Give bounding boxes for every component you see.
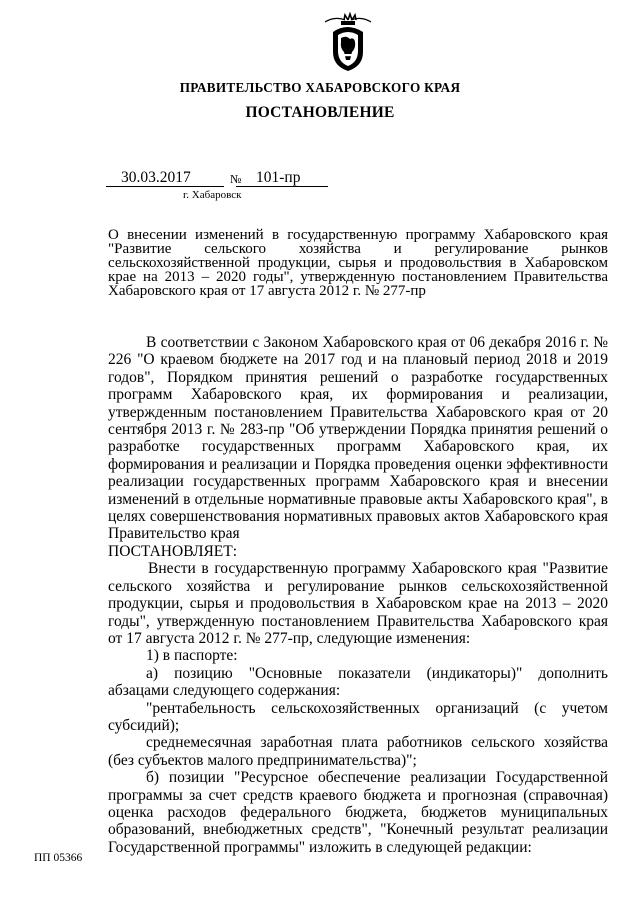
document-subject bbox=[108, 229, 608, 299]
subject-text: О внесении изменений в государственную программу Хабаровского края "Развитие сельского хозяйства и регулирование рынков сельскохозяйственной продукции, сырья и продовольствия в Хабаровском крае на 2013 – 2020 годы", утвержденную постановлением Правительства Хабаровского края от 17 августа 2012 г. № 277-пр bbox=[108, 227, 608, 299]
body-paragraph: а) позицию "Основные показатели (индикаторы)" дополнить абзацами следующего содержания: bbox=[108, 664, 608, 700]
city-name: г. Хабаровск bbox=[183, 189, 242, 201]
document-body bbox=[108, 334, 608, 856]
number-sign: № bbox=[230, 172, 242, 186]
resolves-heading: ПОСТАНОВЛЯЕТ: bbox=[108, 542, 238, 560]
coat-of-arms-emblem bbox=[321, 8, 375, 74]
preamble-paragraph: В соответствии с Законом Хабаровского края от 06 декабря 2016 г. № 226 "О краевом бюджете на 2017 год и на плановый период 2018 и 2019 годов", Порядком принятия решений о разработке государственных программ Хабаровского края, их формирования и реализации, утвержденным постановлением Правительства Хабаровского края от 20 сентября 2013 г. № 283-пр "Об утверждении Порядка принятия решений о разработке государственных программ Хабаровского края, их формирования и реализации и Порядка проведения оценки эффективности реализации государственных программ Хабаровского края и внесении изменений в отдельные нормативные правовые акты Хабаровского края", в целях совершенствования нормативных правовых актов Хабаровского края Правительство края bbox=[108, 334, 608, 543]
date-underline bbox=[106, 186, 224, 187]
body-paragraph: среднемесячная заработная плата работников сельского хозяйства (без субъектов малого предпринимательства)"; bbox=[108, 734, 608, 769]
body-paragraph: б) позиции "Ресурсное обеспечение реализации Государственной программы за счет средств краевого бюджета и прогнозная (справочная) оценка расходов федерального бюджета, бюджетов муниципальных образований, внебюджетных средств", "Конечный результат реализации Государственной программы" изложить в следующей редакции: bbox=[108, 769, 608, 856]
body-paragraph: Внести в государственную программу Хабаровского края "Развитие сельского хозяйства и регулирование рынков сельскохозяйственной продукции, сырья и продовольствия в Хабаровском крае на 2013 – 2020 годы", утвержденную постановлением Правительства Хабаровского края от 17 августа 2012 г. № 277-пр, следующие изменения: bbox=[108, 560, 608, 647]
organization-title: ПРАВИТЕЛЬСТВО ХАБАРОВСКОГО КРАЯ bbox=[179, 80, 461, 95]
number-underline bbox=[236, 186, 328, 187]
footer-code: ПП 05366 bbox=[34, 852, 83, 864]
document-type: ПОСТАНОВЛЕНИЕ bbox=[245, 104, 395, 121]
body-paragraph: "рентабельность сельскохозяйственных организаций (с учетом субсидий); bbox=[108, 699, 608, 734]
body-paragraph: 1) в паспорте: bbox=[146, 647, 238, 665]
document-date: 30.03.2017 bbox=[121, 169, 191, 186]
document-number: 101-пр bbox=[256, 169, 301, 186]
